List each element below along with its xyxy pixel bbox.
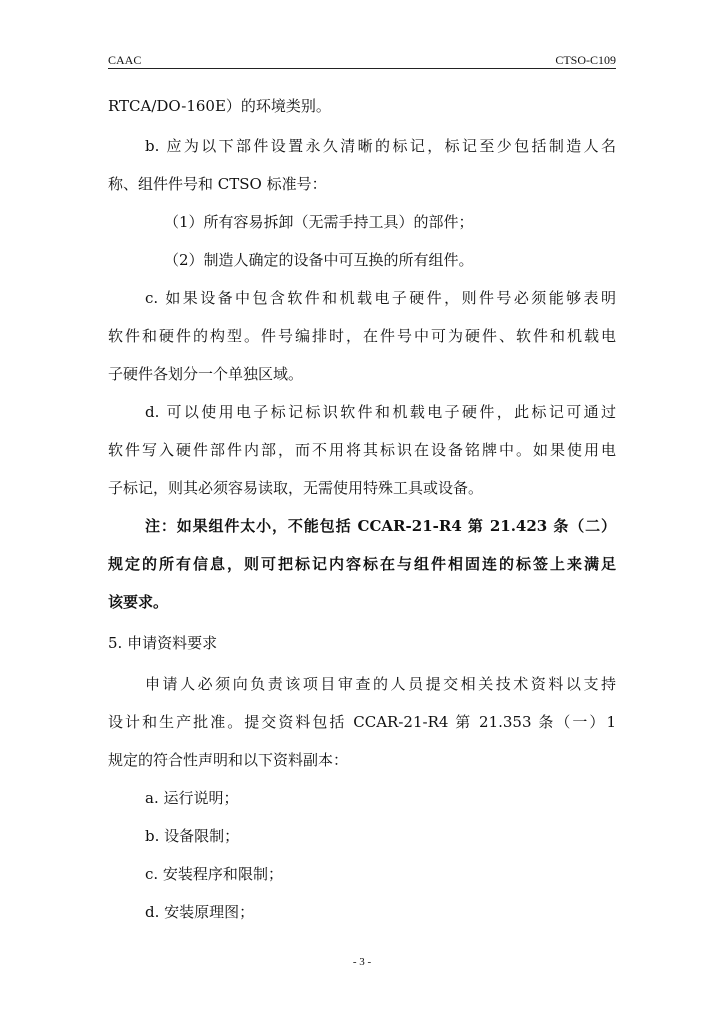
page-header bbox=[108, 52, 616, 68]
note-line: 规定的所有信息，则可把标记内容标在与组件相固连的标签上来满足 bbox=[108, 555, 616, 573]
page-number: - 3 - bbox=[352, 956, 372, 968]
body-line: 设计和生产批准。提交资料包括 CCAR-21-R4 第 21.353 条（一）1 bbox=[108, 713, 616, 731]
header-rule bbox=[108, 68, 616, 69]
header-right-text: CTSO-C109 bbox=[555, 53, 616, 67]
body-line: 子标记，则其必须容易读取，无需使用特殊工具或设备。 bbox=[108, 479, 484, 497]
section-heading: 5. 申请资料要求 bbox=[108, 634, 218, 652]
body-line: 软件写入硬件部件内部，而不用将其标识在设备铭牌中。如果使用电 bbox=[108, 441, 616, 459]
body-line: 软件和硬件的构型。件号编排时，在件号中可为硬件、软件和机载电 bbox=[108, 327, 616, 345]
list-item: d. 安装原理图； bbox=[145, 903, 255, 921]
body-line: d. 可以使用电子标记标识软件和机载电子硬件，此标记可通过 bbox=[145, 403, 616, 421]
list-item: c. 安装程序和限制； bbox=[145, 865, 283, 883]
body-line: （2）制造人确定的设备中可互换的所有组件。 bbox=[164, 251, 474, 269]
list-item: a. 运行说明； bbox=[145, 789, 239, 807]
body-line: 规定的符合性声明和以下资料副本： bbox=[108, 751, 349, 769]
body-line: RTCA/DO-160E）的环境类别。 bbox=[108, 97, 331, 115]
body-line: 称、组件件号和 CTSO 标准号： bbox=[108, 175, 327, 193]
body-line: b. 应为以下部件设置永久清晰的标记，标记至少包括制造人名 bbox=[145, 137, 616, 155]
body-line: c. 如果设备中包含软件和机载电子硬件，则件号必须能够表明 bbox=[145, 289, 616, 307]
list-item: b. 设备限制； bbox=[145, 827, 240, 845]
body-line: （1）所有容易拆卸（无需手持工具）的部件； bbox=[164, 213, 474, 231]
body-line: 申请人必须向负责该项目审查的人员提交相关技术资料以支持 bbox=[145, 675, 616, 693]
note-line: 该要求。 bbox=[108, 593, 169, 611]
body-line: 子硬件各划分一个单独区域。 bbox=[108, 365, 304, 383]
header-left-text: CAAC bbox=[108, 53, 142, 67]
note-line: 注：如果组件太小，不能包括 CCAR-21-R4 第 21.423 条（二） bbox=[145, 517, 616, 535]
